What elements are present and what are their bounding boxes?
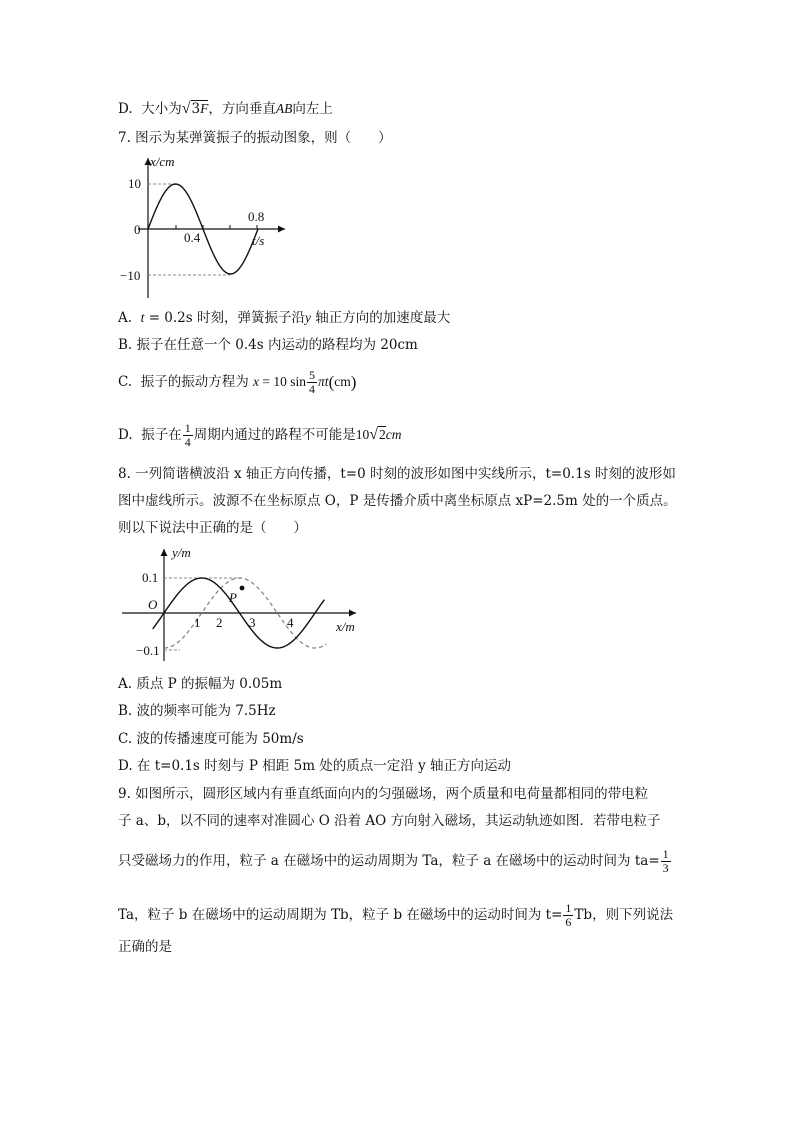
var-x: x	[253, 374, 260, 389]
q8-option-b: B. 波的频率可能为 7.5Hz	[118, 703, 276, 719]
sqrt-radicand: 2	[379, 427, 386, 442]
fraction-1-4: $\frac{1}{4}$	[184, 421, 191, 449]
q7-option-a	[118, 309, 450, 327]
option-text: 轴正方向的加速度最大	[311, 310, 451, 326]
q8-option-c: C. 波的传播速度可能为 50m/s	[118, 731, 304, 747]
fraction-1-3: $\frac{1}{3}$	[662, 847, 669, 875]
tick-label-minus-10: −10	[120, 268, 141, 283]
q8-option-d: D. 在 t=0.1s 时刻与 P 相距 5m 处的质点一定沿 y 轴正方向运动	[118, 758, 511, 774]
q9-line-3	[118, 848, 672, 875]
unit: cm	[385, 427, 402, 442]
tick-label-10: 10	[128, 176, 141, 191]
tick-label-3: 3	[249, 615, 256, 630]
q9-text: Tb，则下列说法	[574, 907, 674, 923]
var-y: y	[305, 310, 311, 325]
q7-oscillation-graph	[120, 150, 300, 300]
fraction-5-4: $\frac{5}{4}$	[309, 368, 316, 396]
option-text: 振子在	[141, 427, 182, 443]
sqrt-radicand: 3F	[191, 101, 209, 117]
q8-stem-line-2: 图中虚线所示。波源不在坐标原点 O，P 是传播介质中离坐标原点 xP=2.5m 处的一个质点。	[118, 493, 677, 509]
tick-label-2: 2	[216, 615, 223, 630]
q9-text: Ta，粒子 b 在磁场中的运动周期为 Tb，粒子 b 在磁场中的运动时间为 t=	[118, 907, 563, 923]
y-axis-label: x/cm	[150, 154, 175, 169]
tick-label-minus-0-1: −0.1	[136, 643, 160, 658]
point-p-label: P	[229, 590, 237, 605]
option-label: C.	[118, 374, 133, 390]
equation-text: = 10 sin	[259, 374, 307, 389]
option-text: ，方向垂直	[208, 101, 276, 117]
var-pi: π	[318, 374, 325, 389]
tick-label-4: 4	[287, 615, 294, 630]
q7-option-c: C. 振子的振动方程为 x = 10 sin $\frac{5}{4}$ πt(cm)	[118, 368, 357, 396]
x-axis-label: t/s	[252, 233, 265, 248]
q9-text: 只受磁场力的作用，粒子 a 在磁场中的运动周期为 Ta，粒子 a 在磁场中的运动时间为 ta=	[118, 853, 660, 869]
tick-label-1: 1	[194, 615, 201, 630]
q6-option-d	[118, 100, 333, 118]
option-text: = 0.2s 时刻，弹簧振子沿	[144, 310, 305, 326]
option-text: 大小为	[141, 101, 182, 117]
q8-wave-graph	[120, 543, 370, 663]
point-p-marker	[240, 586, 245, 591]
option-label: D.	[118, 427, 133, 443]
q7-stem: 7. 图示为某弹簧振子的振动图象，则（ ）	[118, 130, 392, 146]
q7-option-d: D. 振子在 $\frac{1}{4}$ 周期内通过的路程不可能是10√2cm	[118, 421, 402, 449]
segment-label: AB	[275, 101, 293, 116]
fraction-1-6: $\frac{1}{6}$	[565, 901, 572, 929]
option-label: D.	[118, 101, 133, 117]
option-label: A.	[118, 310, 133, 326]
q9-line-2: 子 a、b，以不同的速率对准圆心 O 沿着 AO 方向射入磁场，其运动轨迹如图．若带电粒子	[118, 813, 661, 829]
var-t: t	[140, 310, 145, 325]
option-text: 向左上	[292, 101, 333, 117]
q9-line-1: 9. 如图所示，圆形区域内有垂直纸面向内的匀强磁场，两个质量和电荷量都相同的带电粒	[118, 786, 649, 802]
q8-option-a: A. 质点 P 的振幅为 0.05m	[118, 676, 283, 692]
tick-label-0-4: 0.4	[184, 230, 201, 245]
x-axis-label: x/m	[336, 619, 355, 634]
coefficient: 10	[355, 427, 370, 442]
q8-stem-line-1: 8. 一列简谐横波沿 x 轴正方向传播，t=0 时刻的波形如图中实线所示，t=0.1s 时刻的波形如	[118, 466, 676, 482]
var-t: t	[324, 374, 329, 389]
option-text: 振子的振动方程为	[140, 374, 254, 390]
option-text: 周期内通过的路程不可能是	[193, 427, 356, 443]
q8-stem-line-3: 则以下说法中正确的是（ ）	[118, 520, 307, 536]
origin-label: O	[148, 597, 158, 612]
sqrt-sign: √	[181, 100, 191, 117]
unit: cm	[334, 374, 351, 389]
q9-line-5: 正确的是	[118, 939, 172, 955]
q9-line-4	[118, 902, 673, 929]
q7-option-b: B. 振子在任意一个 0.4s 内运动的路程均为 20cm	[118, 337, 418, 353]
tick-label-0-8: 0.8	[248, 209, 265, 224]
y-axis-label: y/m	[172, 545, 191, 560]
tick-label-0-1: 0.1	[142, 570, 159, 585]
tick-label-0: 0	[134, 222, 141, 237]
